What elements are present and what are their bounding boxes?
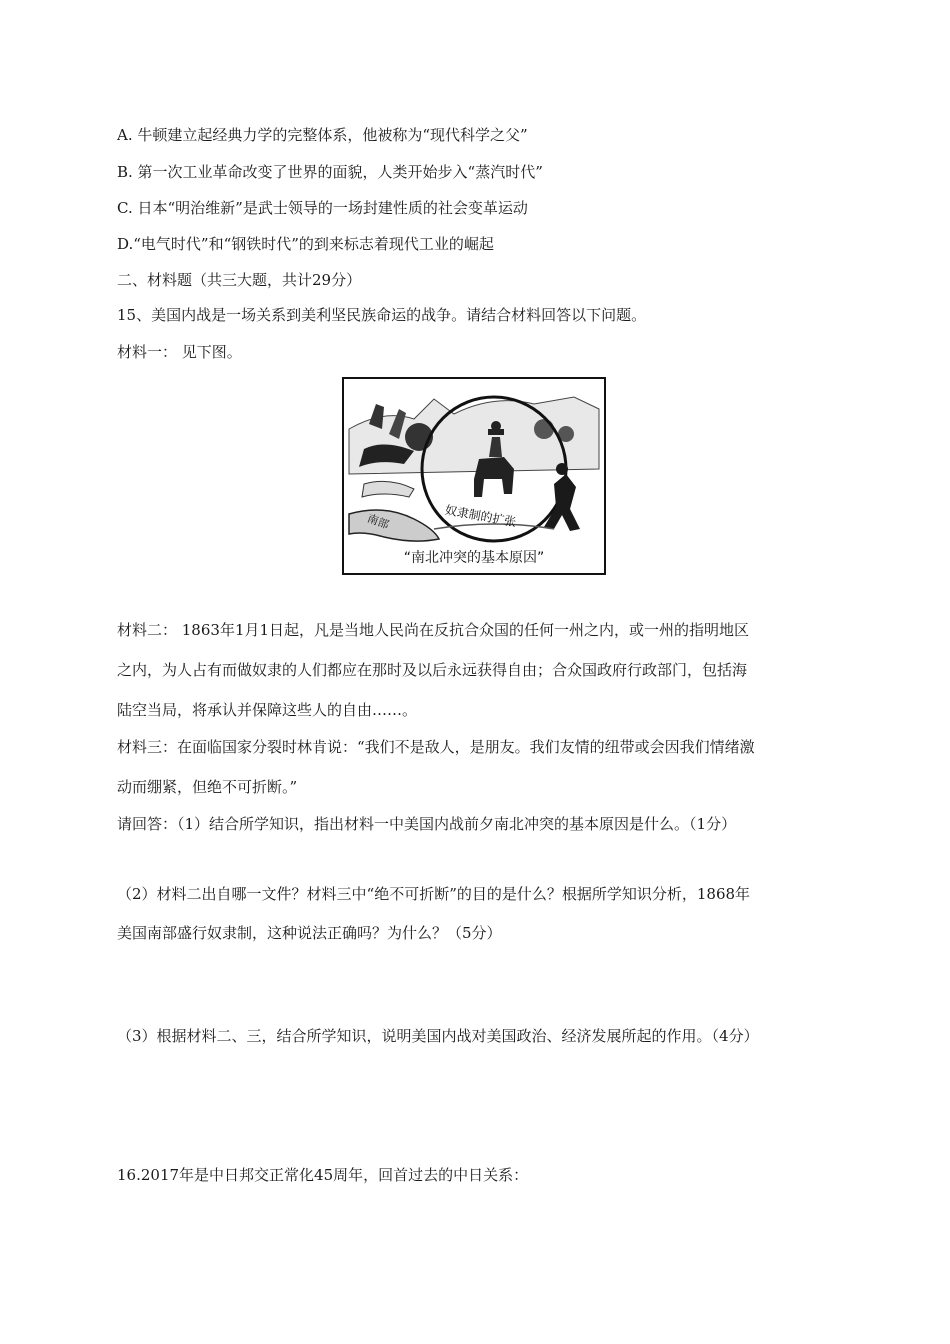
- material-3-line-2: 动而绷紧，但绝不可折断。”: [117, 778, 298, 796]
- option-b: B. 第一次工业革命改变了世界的面貌，人类开始步入“蒸汽时代”: [117, 163, 543, 181]
- material-2-line-3: 陆空当局，将承认并保障这些人的自由……。: [117, 701, 418, 719]
- material-3-line-1: 材料三：在面临国家分裂时林肯说：“我们不是敌人，是朋友。我们友情的纽带或会因我们情绪激: [117, 738, 755, 756]
- hand-label: 南部: [365, 511, 391, 532]
- question-15-ask-2-line-1: （2）材料二出自哪一文件？材料三中“绝不可折断”的目的是什么？根据所学知识分析，1868年: [117, 885, 751, 903]
- question-15-ask-3: （3）根据材料二、三，结合所学知识，说明美国内战对美国政治、经济发展所起的作用。（4分）: [117, 1027, 759, 1045]
- figure-caption: “南北冲突的基本原因”: [403, 550, 545, 566]
- question-16-stem: 16.2017年是中日邦交正常化45周年，回首过去的中日关系：: [117, 1166, 529, 1184]
- circle-label: 奴隶制的扩张: [443, 502, 518, 530]
- material-1-label: 材料一： 见下图。: [117, 343, 242, 361]
- question-15-stem: 15、美国内战是一场关系到美利坚民族命运的战争。请结合材料回答以下问题。: [117, 306, 647, 324]
- cartoon-figure: [342, 377, 606, 575]
- question-15-ask-2-line-2: 美国南部盛行奴隶制，这种说法正确吗？为什么？（5分）: [117, 924, 502, 942]
- material-2-line-2: 之内，为人占有而做奴隶的人们都应在那时及以后永远获得自由；合众国政府行政部门，包括海: [117, 661, 748, 679]
- option-d: D.“电气时代”和“钢铁时代”的到来标志着现代工业的崛起: [117, 235, 494, 253]
- option-c: C. 日本“明治维新”是武士领导的一场封建性质的社会变革运动: [117, 199, 528, 217]
- option-a: A. 牛顿建立起经典力学的完整体系，他被称为“现代科学之父”: [117, 126, 528, 144]
- cartoon-illustration: [344, 379, 604, 573]
- material-2-line-1: 材料二： 1863年1月1日起，凡是当地人民尚在反抗合众国的任何一州之内，或一州的指明地区: [117, 621, 750, 639]
- section-heading: 二、材料题（共三大题，共计29分）: [117, 271, 362, 289]
- question-15-ask-1: 请回答：（1）结合所学知识，指出材料一中美国内战前夕南北冲突的基本原因是什么。（1分）: [117, 815, 737, 833]
